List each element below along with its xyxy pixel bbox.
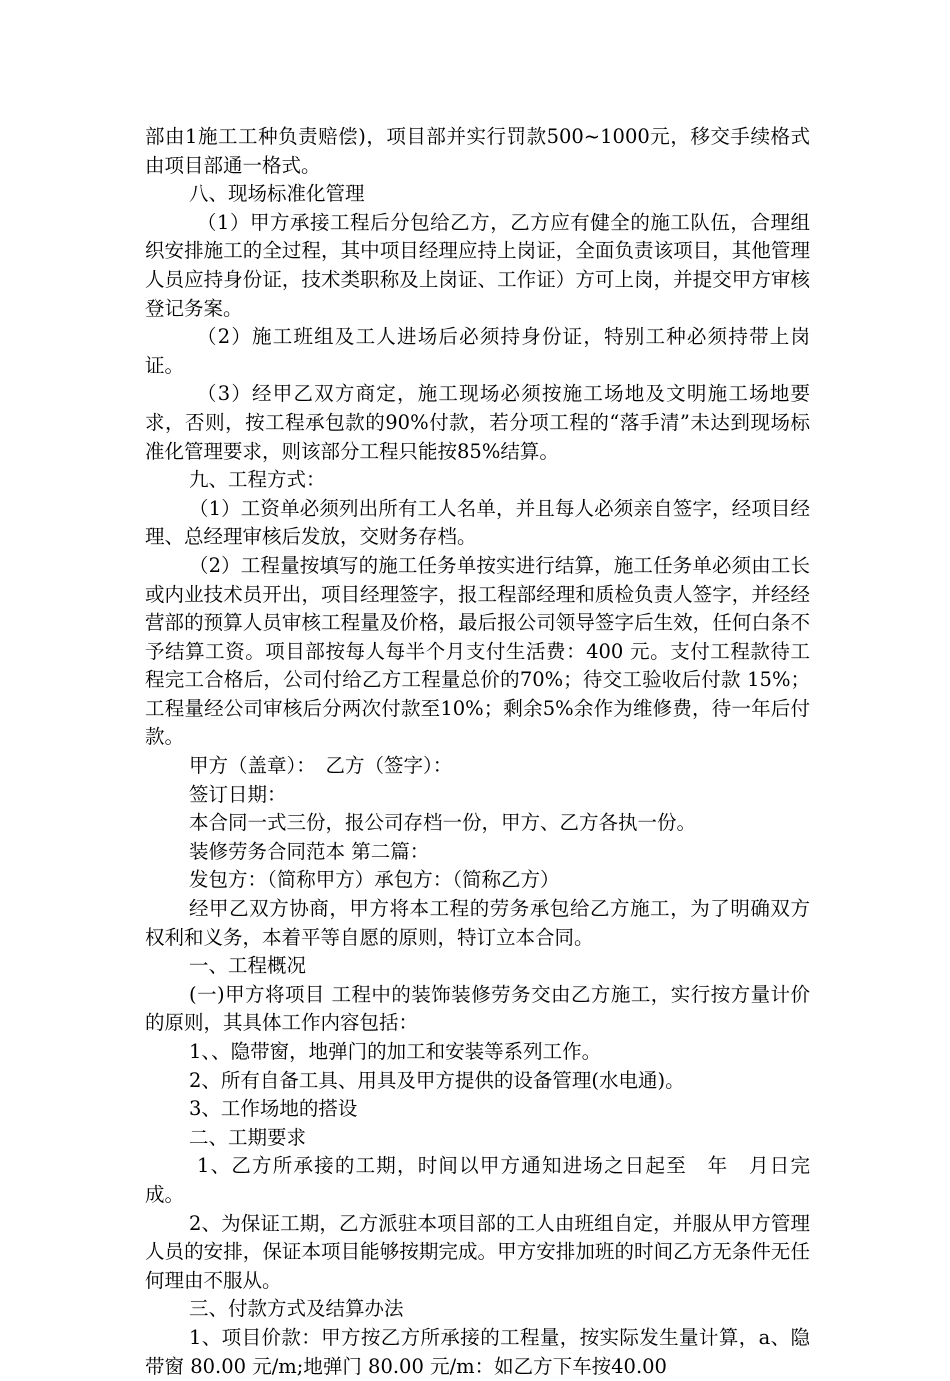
- section-heading-2: 二、工期要求: [189, 1125, 307, 1149]
- paragraph-13: 经甲乙双方协商，甲方将本工程的劳务承包给乙方施工，为了明确双方权利和义务，本着平等自愿的原则，特订立本合同。: [145, 897, 810, 949]
- section-heading-1: 一、工程概况: [189, 954, 307, 978]
- paragraph-3: （2）施工班组及工人进场后必须持身份证，特别工种必须持带上岗证。: [145, 325, 810, 377]
- paragraph-7: （2）工程量按填写的施工任务单按实进行结算，施工任务单必须由工长或内业技术员开出，项目经理签字，报工程部经理和质检负责人签字，并经经营部的预算人员审核工程量及价格，最后报公司领导签字后生效，任何白条不予结算工资。项目部按每人每半个月支付生活费：400 元。支付工程款待工程完工合格后，公司付给乙方工程量总价的70%；待交工验收后付款 15%；工程量经公司审核后分两次付款至10%；剩余5%余作为维修费，待一年后付款。: [145, 553, 810, 749]
- signature-line: 甲方（盖章）： 乙方（签字）：: [189, 754, 453, 778]
- section-heading-9: 九、工程方式：: [189, 468, 326, 492]
- document-page: [145, 123, 810, 1381]
- section-heading-8: 八、现场标准化管理: [189, 182, 365, 206]
- section-heading-3: 三、付款方式及结算办法: [189, 1297, 404, 1321]
- paragraph-23: 1、项目价款：甲方按乙方所承接的工程量，按实际发生量计算，a、隐带窗 80.00 元/m;地弹门 80.00 元/m：如乙方下车按40.00: [145, 1325, 810, 1378]
- parties-line: 发包方：（简称甲方）承包方：（简称乙方）: [189, 868, 560, 892]
- paragraph-4: （3）经甲乙双方商定，施工现场必须按施工场地及文明施工场地要求，否则，按工程承包款的90%付款，若分项工程的“落手清”未达到现场标准化管理要求，则该部分工程只能按85%结算。: [145, 382, 810, 463]
- sign-date: 签订日期：: [189, 782, 287, 806]
- list-item-2: 2、所有自备工具、用具及甲方提供的设备管理(水电通)。: [189, 1068, 685, 1092]
- part-two-title: 装修劳务合同范本 第二篇：: [189, 839, 430, 863]
- paragraph-6: （1）工资单必须列出所有工人名单，并且每人必须亲自签字，经项目经理、总经理审核后发放，交财务存档。: [145, 496, 810, 549]
- paragraph-10: 本合同一式三份，报公司存档一份，甲方、乙方各执一份。: [189, 811, 697, 835]
- paragraph-21: 2、为保证工期，乙方派驻本项目部的工人由班组自定，并服从甲方管理人员的安排，保证本项目能够按期完成。甲方安排加班的时间乙方无条件无任何理由不服从。: [145, 1211, 810, 1292]
- paragraph-15: (一)甲方将项目 工程中的装饰装修劳务交由乙方施工，实行按方量计价的原则，其具体工作内容包括：: [145, 982, 810, 1035]
- paragraph-2: （1）甲方承接工程后分包给乙方，乙方应有健全的施工队伍，合理组织安排施工的全过程，其中项目经理应持上岗证，全面负责该项目，其他管理人员应持身份证，技术类职称及上岗证、工作证）方可上岗，并提交甲方审核登记务案。: [145, 210, 810, 320]
- list-item-1: 1、、隐带窗，地弹门的加工和安装等系列工作。: [189, 1040, 602, 1063]
- list-item-3: 3、工作场地的搭设: [189, 1097, 358, 1121]
- paragraph-20: 1、乙方所承接的工期，时间以甲方通知进场之日起至 年 月日完成。: [145, 1154, 810, 1206]
- paragraph-0: 部由1施工工种负责赔偿)，项目部并实行罚款500~1000元，移交手续格式由项目部通一格式。: [145, 125, 810, 177]
